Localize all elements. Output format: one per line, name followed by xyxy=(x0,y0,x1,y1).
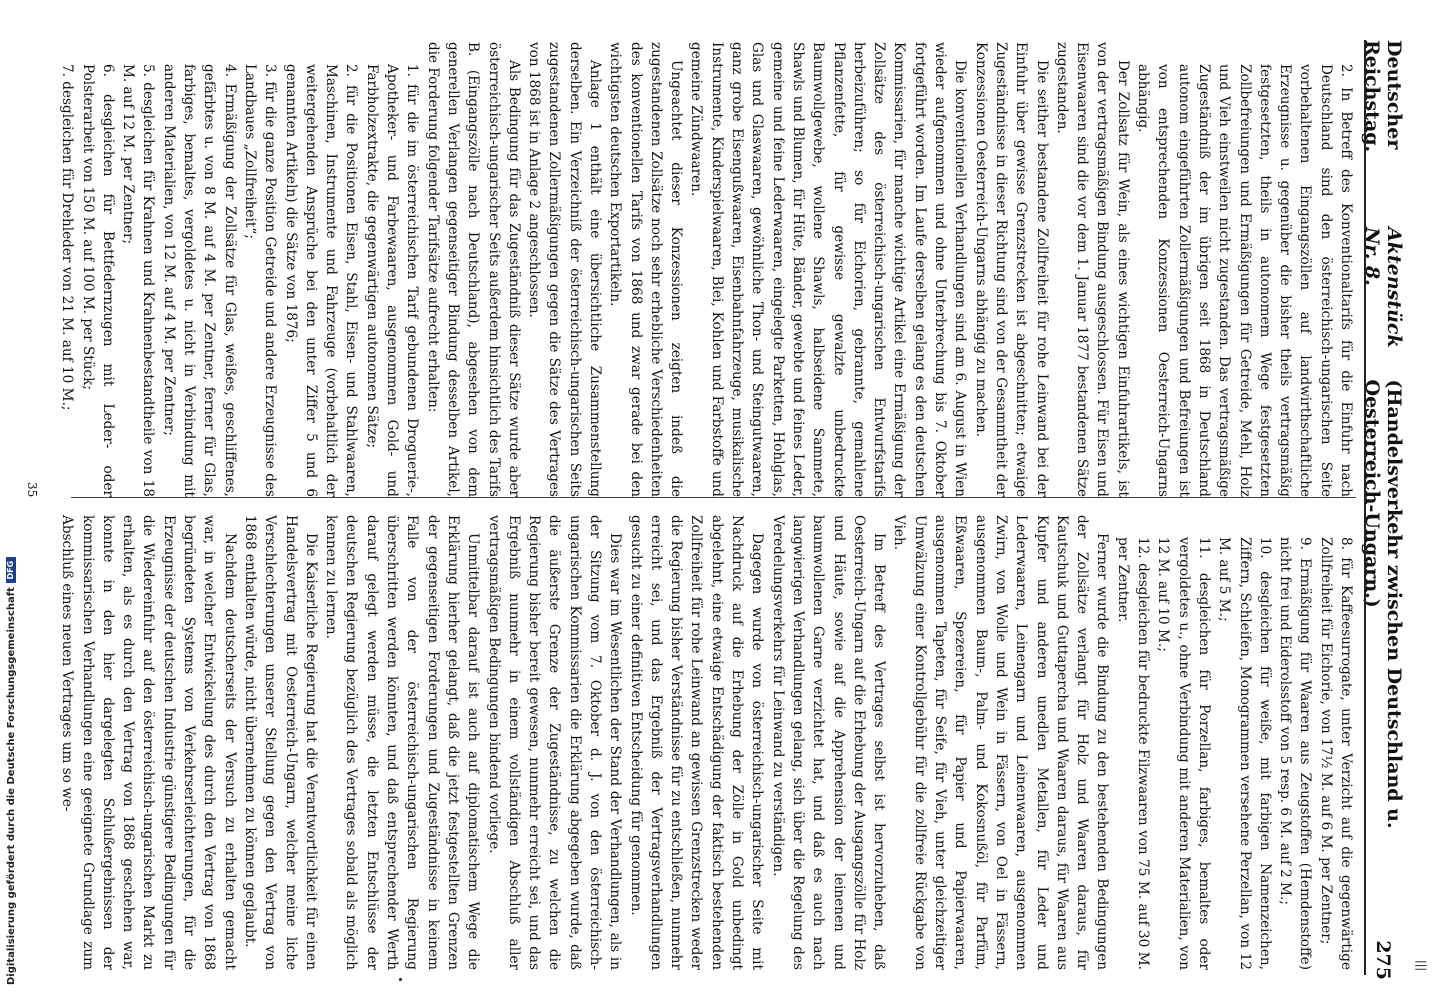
credit-text: Digitalisierung gefördert durch die Deutsche Forschungsgemeinschaft xyxy=(6,587,17,985)
header-rule xyxy=(1364,40,1366,975)
left-column xyxy=(59,42,1356,497)
paragraph: Ungeachtet dieser Konzessionen zeigten indeß die zugestandenen Zollsätze noch sehr erhebliche Verschiedenheiten des konventionellen Tarifs von 1868 und zwar gerade bei den wichtigsten deutschen Exportartikeln. xyxy=(607,42,685,497)
numbered-paragraph: 8. für Kaffeesurrogate, unter Verzicht auf die gegenwärtige Zollfreiheit für Eichorie, von 17½ M. auf 6 M. per Zentner; xyxy=(1317,537,1354,970)
paragraph: Als Bedingung für das Zugeständniß dieser Sätze wurde aber österreichisch-ungarischer Seits außerdem hinsichtlich des Tarifs B. (Eingangszölle nach Deutschland), abgesehen von dem generellen Verlangen gegenseitiger Bindung desselben Artikel, die Forderung folgender Tarifsätze aufrecht erhalten: xyxy=(424,42,522,497)
paragraph: Dagegen wurde von österreichisch-ungarischer Seite mit Nachdruck auf die Erhebung der Zölle in Gold unbedingt abgelehnt, eine etwaige Entschädigung der faktisch bestehenden Zollfreiheit für rohe Leinwand an gewissen Grenzstrecken weder die Regierung bisher Verständnisse für zu entschließen, nunmehr erreicht sei, und das Ergebniß der Vertragsverhandlungen gesucht zu einer definitiven Entscheidung für genommen. xyxy=(627,515,766,970)
numbered-paragraph: 5. desgleichen für Krahnen und Krahnenbestandtheile von 18 M. auf 12 M. per Zentner; xyxy=(120,64,157,497)
paragraph: Der Zollsatz für Wein, als eines wichtigen Einfuhrartikels, ist von der vertragsmäßigen Bindung ausgeschlossen. Für Eisen und Eisenwaaren sind die vor dem 1. Januar 1877 bestandenen Sätze zugestanden. xyxy=(1053,42,1131,497)
header-page-number: 275 xyxy=(1372,940,1394,980)
paragraph: Unmittelbar darauf ist auch auf diplomatischem Wege die Erklärung hierher gelangt, daß die jetzt festgestellten Grenzen der gegenseitigen Forderungen und Zugeständnisse in keinem Falle von der österreichisch-ungarischen Regierung überschritten werden könnten, und daß entsprechender Werth darauf gelegt werden müsse, die letzten Entschlüsse der deutschen Regierung bezüglich des Vertrages sobald als möglich kennen zu lernen. xyxy=(323,515,482,970)
numbered-paragraph: 2. In Betreff des Konventionaltarifs für die Einfuhr nach Deutschland sind den österreichisch-ungarischen Seite vorbehaltenen Eingangszöllen auf landwirthschaftliche Erzeugnisse u. gegenüber die bisher theils vertragsmäßig festgesetzten, theils in autonomem Wege festgesetzten Zollbefreiungen und Ermäßigungen für Getreide, Mehl, Holz und Vieh einstweilen nicht zugestanden. Das vertragsmäßige Zugeständniß der im übrigen seit 1868 in Deutschland autonom eingeführten Zollermäßigungen und Befreiungen ist von entsprechenden Konzessionen Oesterreich-Ungarns abhängig. xyxy=(1135,64,1354,497)
paragraph: Die Kaiserliche Regierung hat die Verantwortlichkeit für einen Handelsvertrag mit Oesterreich-Ungarn, welcher meine liche Verschlechterungen unserer Stellung gegen den Vertrag von 1868 enthalten würde, nicht übernehmen zu können geglaubt. xyxy=(241,515,319,970)
numbered-paragraph: 1. für die im österreichischen Tarif gebundenen Droguerie-, Apotheker- und Farbewaaren, ausgenommen Gold- und Farbholzextrakte, die gegenwärtigen autonomen Sätze; xyxy=(363,64,421,497)
running-header xyxy=(1361,40,1405,980)
numbered-paragraph: 2. für die Positionen Eisen, Stahl, Eisen- und Stahlwaaren, Maschinen, Instrumente und Fahrzeuge (vorbehaltlich der weitergehenden Ansprüche bei den unter Ziffer 5 und 6 genannten Artikeln) die Sätze von 1876; xyxy=(282,64,360,497)
numbered-paragraph: 4. Ermäßigung der Zollsätze für Glas, weißes, geschliffenes, gefärbtes u. von 8 M. auf 4 M. per Zentner, ferner für Glas, farbiges, bemaltes, vergoldetes u. nicht in Verbindung mit anderen Materialien, von 12 M. auf 4 M. per Zentner; xyxy=(160,64,238,497)
header-right: (Handelsverkehr zwischen Deutschland u. Oesterreich-Ungarn.) xyxy=(1361,379,1405,829)
paragraph: Die seither bestandene Zollfreiheit für rohe Leinwand bei der Einfuhr über gewisse Grenzstrecken ist abgeschnitten; etwaige Zugeständnisse in dieser Richtung sind von der Gesammtheit der Konzessionen Oesterreich-Ungarns abhängig zu machen. xyxy=(972,42,1050,497)
scan-speck xyxy=(399,978,402,981)
paragraph: Ferner wurde die Bindung zu den bestehenden Bedingungen der Zollsätze verlangt für Holz und Waaren daraus, für Kautschuk und Guttapercha und Waaren daraus, für Waaren aus Kupfer und anderen unedlen Metallen, für Leder und Lederwaaren, Leinengarn und Leinenwaaren, ausgenommen Zwirn, von Wolle und Wein in Fässern, von Oel in Fässern, ausgenommen Baum-, Palm- und Kokosnußöl, für Parfüm, Eßwaaren, Spezereien, für Papier und Papierwaaren, ausgenommen Tapeten, für Seife, für Vieh, unter gleichzeitiger Umwälzung einer Kontrollgebühr für die zollfreie Rückgabe von Vieh. xyxy=(891,515,1111,970)
numbered-paragraph: 6. desgleichen für Bettfedernzugen mit Leder- oder Polsterarbeit von 150 M. auf 100 M. per Stück; xyxy=(79,64,116,497)
edge-mark: ||| xyxy=(1415,960,1428,972)
numbered-paragraph: 3. für die ganze Position Getreide und andere Erzeugnisse des Landbaues „Zollfreiheit“; xyxy=(241,64,279,497)
header-left: Deutscher Reichstag. xyxy=(1361,40,1405,153)
numbered-paragraph: 7. desgleichen für Drehleder von 21 M. auf 10 M.; xyxy=(59,64,76,411)
digitization-credit xyxy=(6,557,17,985)
paragraph: Die konventionellen Verhandlungen sind am 6. August in Wien wieder aufgenommen und ohne Unterbrechung bis 7. Oktober fortgeführt worden. Im Laufe derselben gelang es den deutschen Kommissarien, für manche wichtige Artikel eine Ermäßigung der Zollsätze des österreichisch-ungarischen Entwurfstarifs herbeizuführen; so für Eichorien, gebrannte, gemahlene Pflanzenfette, für gewisse gewalzte unbedruckte Baumwollgewebe, wollene Shawls, halbseidene Sammete, Shawls und Blumen, für Hüte, Bänder, gewebte und feines Leder, gemeine und feine Lederwaaren, eingelegte Parketten, Hohlglas, Glas und Glaswaaren, gewöhnliche Thon- und Steingutwaaren, ganz grobe Eisengußwaaren, Eisenbahnfahrzeuge, musikalische Instrumente, Kinderspielwaaren, Blei, Kohlen und Farbstoffe und gemeine Zündwaaren. xyxy=(688,42,969,497)
header-middle: Aktenstück Nr. 8. xyxy=(1361,227,1405,348)
paragraph: Dies war im Wesentlichen der Stand der Verhandlungen, als in der Sitzung vom 7. Oktober d. J. von den österreichisch-ungarischen Kommissarien die Erklärung abgegeben wurde, daß die äußerste Grenze der Zugeständnisse, zu welchen die Regierung bisher bereit gewesen, nunmehr erreicht sei, und das Ergebniß nunmehr in einem vollständigen Abschluß aller vertragsmäßigen Bedingungen bindend vorliege. xyxy=(485,515,624,970)
paragraph: Nachdem deutscherseits der Versuch zu erhalten gemacht war, in welcher Entwickelung des durch den Vertrag von 1868 begründeten Systems von Verkehrserleichterungen, für die Erzeugnisse der deutschen Industrie günstigere Bedingungen für die Wiedereinfuhr auf den österreichisch-ungarischen Markt zu erhalten, als es durch den Vertrag von 1868 geschehen war, konnte in den hier dargelegten Schlußergebnissen der kommissarischen Verhandlungen eine geeignete Grundlage zum Abschluß eines neuen Vertrages um so we- xyxy=(59,515,238,970)
paragraph: Im Betreff des Vertrages selbst ist hervorzuheben, daß Oesterreich-Ungarn auf die Erhebung der Ausgangszölle für Holz und Häute, sowie auf die Apprehension der leinenen und baumwollenen Garne verzichtet hat, und daß es auch nach langwierigen Verhandlungen gelang, sich über die Regelung des Veredelungsverkehrs für Leinwand zu verständigen. xyxy=(769,515,888,970)
bottom-page-number: 35 xyxy=(25,482,39,498)
numbered-paragraph: 12. desgleichen für bedruckte Filzwaaren von 75 M. auf 30 M. per Zentner. xyxy=(1114,537,1152,970)
numbered-paragraph: 9. Ermäßigung für Waaren aus Zeugstoffen (Hemdenstoffe) nicht frei und Eiderolsstoff von 5 resp. 6 M. auf 2 M.; xyxy=(1277,537,1314,970)
right-column xyxy=(59,515,1356,970)
numbered-paragraph: 10. desgleichen für weiße, mit farbigen Namenzeichen, Ziffern, Schleifen, Monogrammen versehene Perzellan, von 12 M. auf 5 M.; xyxy=(1216,537,1273,970)
dfg-logo: DFG xyxy=(6,557,16,583)
column-divider xyxy=(71,497,1356,498)
numbered-paragraph: 11. desgleichen für Porzellan, farbiges, bemaltes oder vergoldetes u., ohne Verbindung mit anderen Materialien, von 12 M. auf 10 M.; xyxy=(1155,537,1212,970)
paragraph: Anlage 1 enthält eine übersichtliche Zusammenstellung derselben. Ein Verzeichniß der österreichisch-ungarischen Seits zugestandenen Zollermäßigungen gegen die Sätze des Vertrages von 1868 ist in Anlage 2 angeschlossen. xyxy=(526,42,604,497)
